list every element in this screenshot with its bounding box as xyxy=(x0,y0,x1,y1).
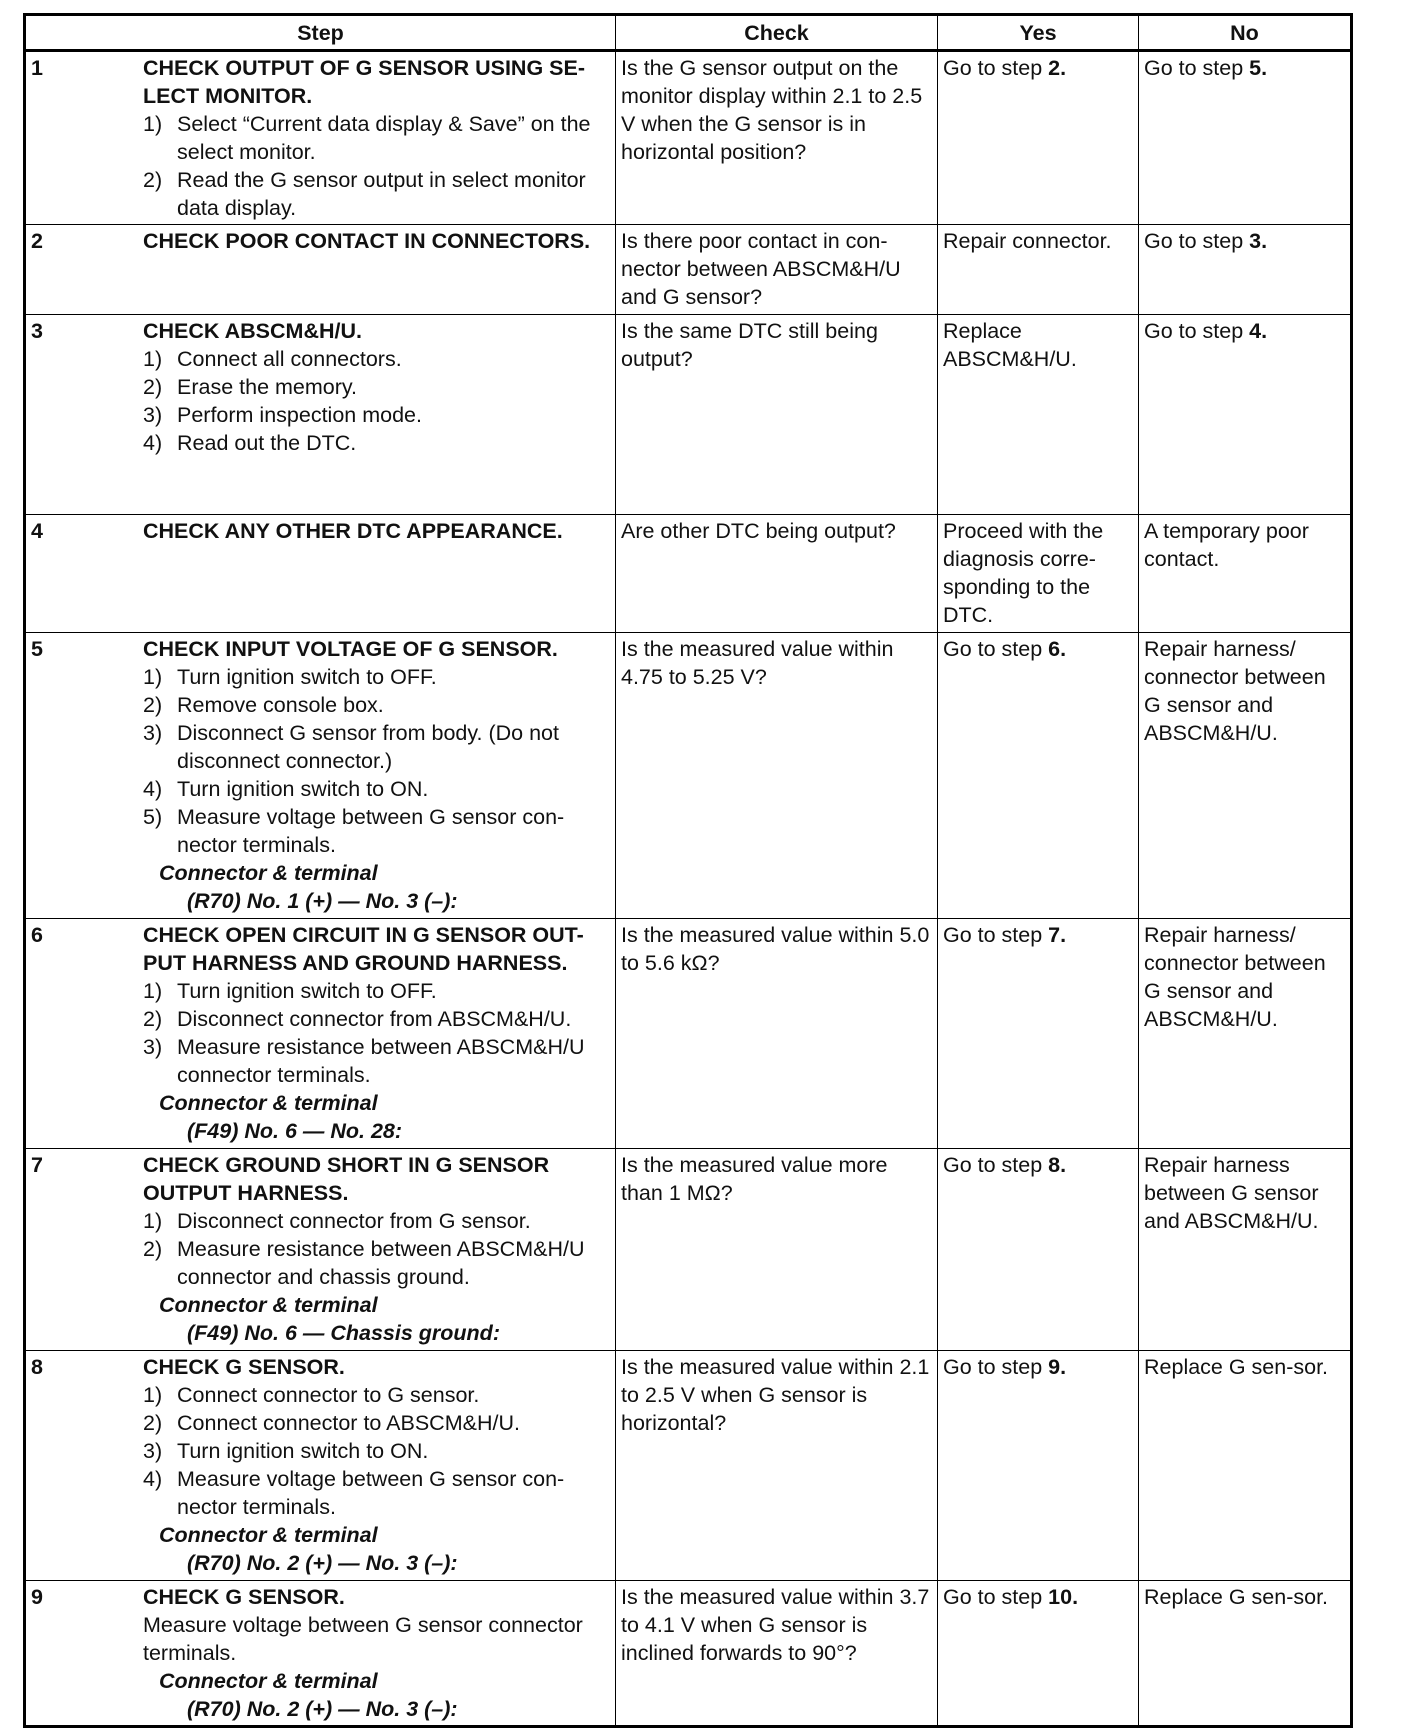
table-row xyxy=(25,315,1352,515)
no-cell: Replace G sen-sor. xyxy=(1139,1351,1352,1581)
step-title: CHECK OPEN CIRCUIT IN G SENSOR OUT-PUT HARNESS AND GROUND HARNESS. xyxy=(143,923,584,975)
step-cell xyxy=(25,1149,616,1351)
step-title: CHECK G SENSOR. xyxy=(143,1355,345,1379)
no-cell: Go to step 5. xyxy=(1139,51,1352,225)
list-item: 4) Turn ignition switch to ON. xyxy=(143,777,429,801)
table-row xyxy=(25,919,1352,1149)
step-number: 8 xyxy=(31,1355,43,1379)
table-row xyxy=(25,633,1352,919)
list-item: 5) Measure voltage between G sensor con-nector terminals. xyxy=(143,805,565,857)
no-cell: A temporary poor contact. xyxy=(1139,515,1352,633)
check-cell: Is the measured value within 5.0 to 5.6 kΩ? xyxy=(616,919,938,1149)
list-item: 3) Disconnect G sensor from body. (Do not disconnect connector.) xyxy=(143,721,559,773)
step-cell xyxy=(25,51,616,225)
connector-terminal-label: Connector & terminal xyxy=(159,1293,378,1317)
list-item: 1) Disconnect connector from G sensor. xyxy=(143,1209,531,1233)
check-cell: Is the measured value within 2.1 to 2.5 V when G sensor is horizontal? xyxy=(616,1351,938,1581)
yes-cell: Go to step 8. xyxy=(938,1149,1139,1351)
list-item: 2) Measure resistance between ABSCM&H/U connector and chassis ground. xyxy=(143,1237,585,1289)
table-row xyxy=(25,1149,1352,1351)
connector-terminal-value: (F49) No. 6 — Chassis ground: xyxy=(187,1321,500,1345)
list-item: 4) Measure voltage between G sensor con-nector terminals. xyxy=(143,1467,565,1519)
step-cell xyxy=(25,515,616,633)
no-cell: Go to step 3. xyxy=(1139,225,1352,315)
yes-cell: Go to step 7. xyxy=(938,919,1139,1149)
check-cell: Is there poor contact in con-nector between ABSCM&H/U and G sensor? xyxy=(616,225,938,315)
connector-terminal-label: Connector & terminal xyxy=(159,1091,378,1115)
check-cell: Is the same DTC still being output? xyxy=(616,315,938,515)
yes-cell: Go to step 10. xyxy=(938,1581,1139,1727)
yes-cell: Repair connector. xyxy=(938,225,1139,315)
step-number: 1 xyxy=(31,56,43,80)
check-cell: Is the G sensor output on the monitor display within 2.1 to 2.5 V when the G sensor is in horizontal position? xyxy=(616,51,938,225)
no-cell: Repair harness/ connector between G sensor and ABSCM&H/U. xyxy=(1139,633,1352,919)
list-item: 3) Perform inspection mode. xyxy=(143,403,422,427)
step-number: 4 xyxy=(31,519,43,543)
check-cell: Are other DTC being output? xyxy=(616,515,938,633)
step-number: 9 xyxy=(31,1585,43,1609)
header-no: No xyxy=(1139,15,1352,51)
step-number: 7 xyxy=(31,1153,43,1177)
step-number: 2 xyxy=(31,229,43,253)
step-title: CHECK POOR CONTACT IN CONNECTORS. xyxy=(143,229,591,253)
list-item: 2) Remove console box. xyxy=(143,693,384,717)
connector-terminal-label: Connector & terminal xyxy=(159,1669,378,1693)
step-cell xyxy=(25,1351,616,1581)
list-item: 3) Turn ignition switch to ON. xyxy=(143,1439,429,1463)
check-cell: Is the measured value more than 1 MΩ? xyxy=(616,1149,938,1351)
list-item: 1) Turn ignition switch to OFF. xyxy=(143,665,437,689)
step-cell xyxy=(25,315,616,515)
step-title: CHECK INPUT VOLTAGE OF G SENSOR. xyxy=(143,637,558,661)
connector-terminal-label: Connector & terminal xyxy=(159,1523,378,1547)
step-number: 6 xyxy=(31,923,43,947)
step-cell xyxy=(25,1581,616,1727)
step-title: CHECK G SENSOR. xyxy=(143,1585,345,1609)
connector-terminal-value: (R70) No. 2 (+) — No. 3 (–): xyxy=(187,1697,458,1721)
list-item: 1) Connect connector to G sensor. xyxy=(143,1383,480,1407)
connector-terminal-value: (R70) No. 1 (+) — No. 3 (–): xyxy=(187,889,458,913)
list-item: 4) Read out the DTC. xyxy=(143,431,357,455)
list-item: 2) Read the G sensor output in select monitor data display. xyxy=(143,168,586,220)
connector-terminal-value: (R70) No. 2 (+) — No. 3 (–): xyxy=(187,1551,458,1575)
table-row xyxy=(25,1581,1352,1727)
yes-cell: Proceed with the diagnosis corre-sponding to the DTC. xyxy=(938,515,1139,633)
list-item: 1) Turn ignition switch to OFF. xyxy=(143,979,437,1003)
yes-cell: Go to step 6. xyxy=(938,633,1139,919)
yes-cell: Replace ABSCM&H/U. xyxy=(938,315,1139,515)
step-text: Measure voltage between G sensor connector terminals. xyxy=(143,1613,583,1665)
check-cell: Is the measured value within 3.7 to 4.1 V when G sensor is inclined forwards to 90°? xyxy=(616,1581,938,1727)
header-row xyxy=(25,15,1352,51)
table-row xyxy=(25,225,1352,315)
no-cell: Repair harness between G sensor and ABSCM&H/U. xyxy=(1139,1149,1352,1351)
step-cell xyxy=(25,633,616,919)
table-row xyxy=(25,51,1352,225)
list-item: 2) Disconnect connector from ABSCM&H/U. xyxy=(143,1007,572,1031)
table-row xyxy=(25,515,1352,633)
step-title: CHECK ABSCM&H/U. xyxy=(143,319,362,343)
header-step: Step xyxy=(25,15,616,51)
step-number: 3 xyxy=(31,319,43,343)
list-item: 2) Erase the memory. xyxy=(143,375,358,399)
connector-terminal-label: Connector & terminal xyxy=(159,861,378,885)
list-item: 3) Measure resistance between ABSCM&H/U connector terminals. xyxy=(143,1035,585,1087)
table-row xyxy=(25,1351,1352,1581)
list-item: 1) Select “Current data display & Save” on the select monitor. xyxy=(143,112,591,164)
list-item: 1) Connect all connectors. xyxy=(143,347,402,371)
step-number: 5 xyxy=(31,637,43,661)
step-title: CHECK ANY OTHER DTC APPEARANCE. xyxy=(143,519,563,543)
header-check: Check xyxy=(616,15,938,51)
yes-cell: Go to step 2. xyxy=(938,51,1139,225)
connector-terminal-value: (F49) No. 6 — No. 28: xyxy=(187,1119,403,1143)
diagnostic-procedure-table xyxy=(23,13,1353,1728)
step-title: CHECK OUTPUT OF G SENSOR USING SE-LECT MONITOR. xyxy=(143,56,585,108)
no-cell: Replace G sen-sor. xyxy=(1139,1581,1352,1727)
no-cell: Go to step 4. xyxy=(1139,315,1352,515)
check-cell: Is the measured value within 4.75 to 5.25 V? xyxy=(616,633,938,919)
step-title: CHECK GROUND SHORT IN G SENSOR OUTPUT HARNESS. xyxy=(143,1153,550,1205)
step-cell xyxy=(25,225,616,315)
list-item: 2) Connect connector to ABSCM&H/U. xyxy=(143,1411,520,1435)
header-yes: Yes xyxy=(938,15,1139,51)
yes-cell: Go to step 9. xyxy=(938,1351,1139,1581)
step-cell xyxy=(25,919,616,1149)
no-cell: Repair harness/ connector between G sensor and ABSCM&H/U. xyxy=(1139,919,1352,1149)
